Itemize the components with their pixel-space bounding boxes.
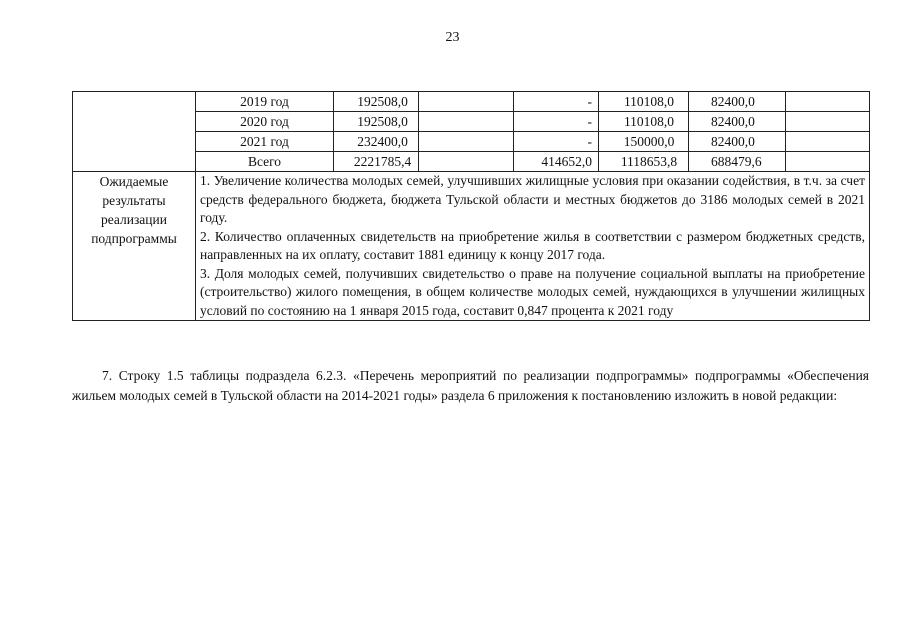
total-cell: 2221785,4 [334, 152, 419, 172]
other-budget-cell: 1118653,8 [599, 152, 689, 172]
result-item-1: 1. Увеличение количества молодых семей, улучшивших жилищные условия при оказании содействия, в т.ч. за счет средств федерального бюджета, бюджета Тульской области и местных бюджетов до 3186 молодых семей в 2021 году. [200, 173, 865, 225]
subprogram-table [72, 91, 870, 321]
expected-results-body [196, 172, 870, 321]
expected-results-label: Ожидаемые результаты реализации подпрограммы [73, 172, 196, 321]
extra-cell [786, 132, 870, 152]
year-cell: 2020 год [196, 112, 334, 132]
expected-results-row [73, 172, 870, 321]
blank-label-cell [73, 92, 196, 172]
finance-row [73, 92, 870, 112]
other-budget-cell: 110108,0 [599, 92, 689, 112]
tula-budget-cell: - [514, 92, 599, 112]
total-cell: 192508,0 [334, 112, 419, 132]
result-item-3: 3. Доля молодых семей, получивших свидетельство о праве на получение социальной выплаты на приобретение (строительство) жилого помещения, в общем количестве молодых семей, нуждающихся в улучшении жилищных условий по состоянию на 1 января 2015 года, составит 0,847 процента к 2021 году [200, 265, 865, 318]
other-budget-cell: 110108,0 [599, 112, 689, 132]
federal-cell [419, 152, 514, 172]
tula-budget-cell: - [514, 132, 599, 152]
federal-cell [419, 112, 514, 132]
tula-budget-cell: 414652,0 [514, 152, 599, 172]
local-budget-cell: 82400,0 [689, 112, 786, 132]
tula-budget-cell: - [514, 112, 599, 132]
page-number: 23 [445, 30, 460, 45]
year-cell: 2019 год [196, 92, 334, 112]
extra-cell [786, 152, 870, 172]
result-item-2: 2. Количество оплаченных свидетельств на приобретение жилья в соответствии с размером бюджетных средств, направленных на их оплату, составит 1881 единицу к концу 2017 года. [200, 228, 865, 262]
local-budget-cell: 82400,0 [689, 132, 786, 152]
total-cell: 232400,0 [334, 132, 419, 152]
local-budget-cell: 82400,0 [689, 92, 786, 112]
local-budget-cell: 688479,6 [689, 152, 786, 172]
total-cell: 192508,0 [334, 92, 419, 112]
other-budget-cell: 150000,0 [599, 132, 689, 152]
extra-cell [786, 112, 870, 132]
federal-cell [419, 132, 514, 152]
extra-cell [786, 92, 870, 112]
year-cell: Всего [196, 152, 334, 172]
federal-cell [419, 92, 514, 112]
amendment-paragraph: 7. Строку 1.5 таблицы подраздела 6.2.3. «Перечень мероприятий по реализации подпрограммы» подпрограммы «Обеспечения жильем молодых семей в Тульской области на 2014-2021 годы» раздела 6 приложения к постановлению изложить в новой редакции: [72, 368, 869, 403]
year-cell: 2021 год [196, 132, 334, 152]
